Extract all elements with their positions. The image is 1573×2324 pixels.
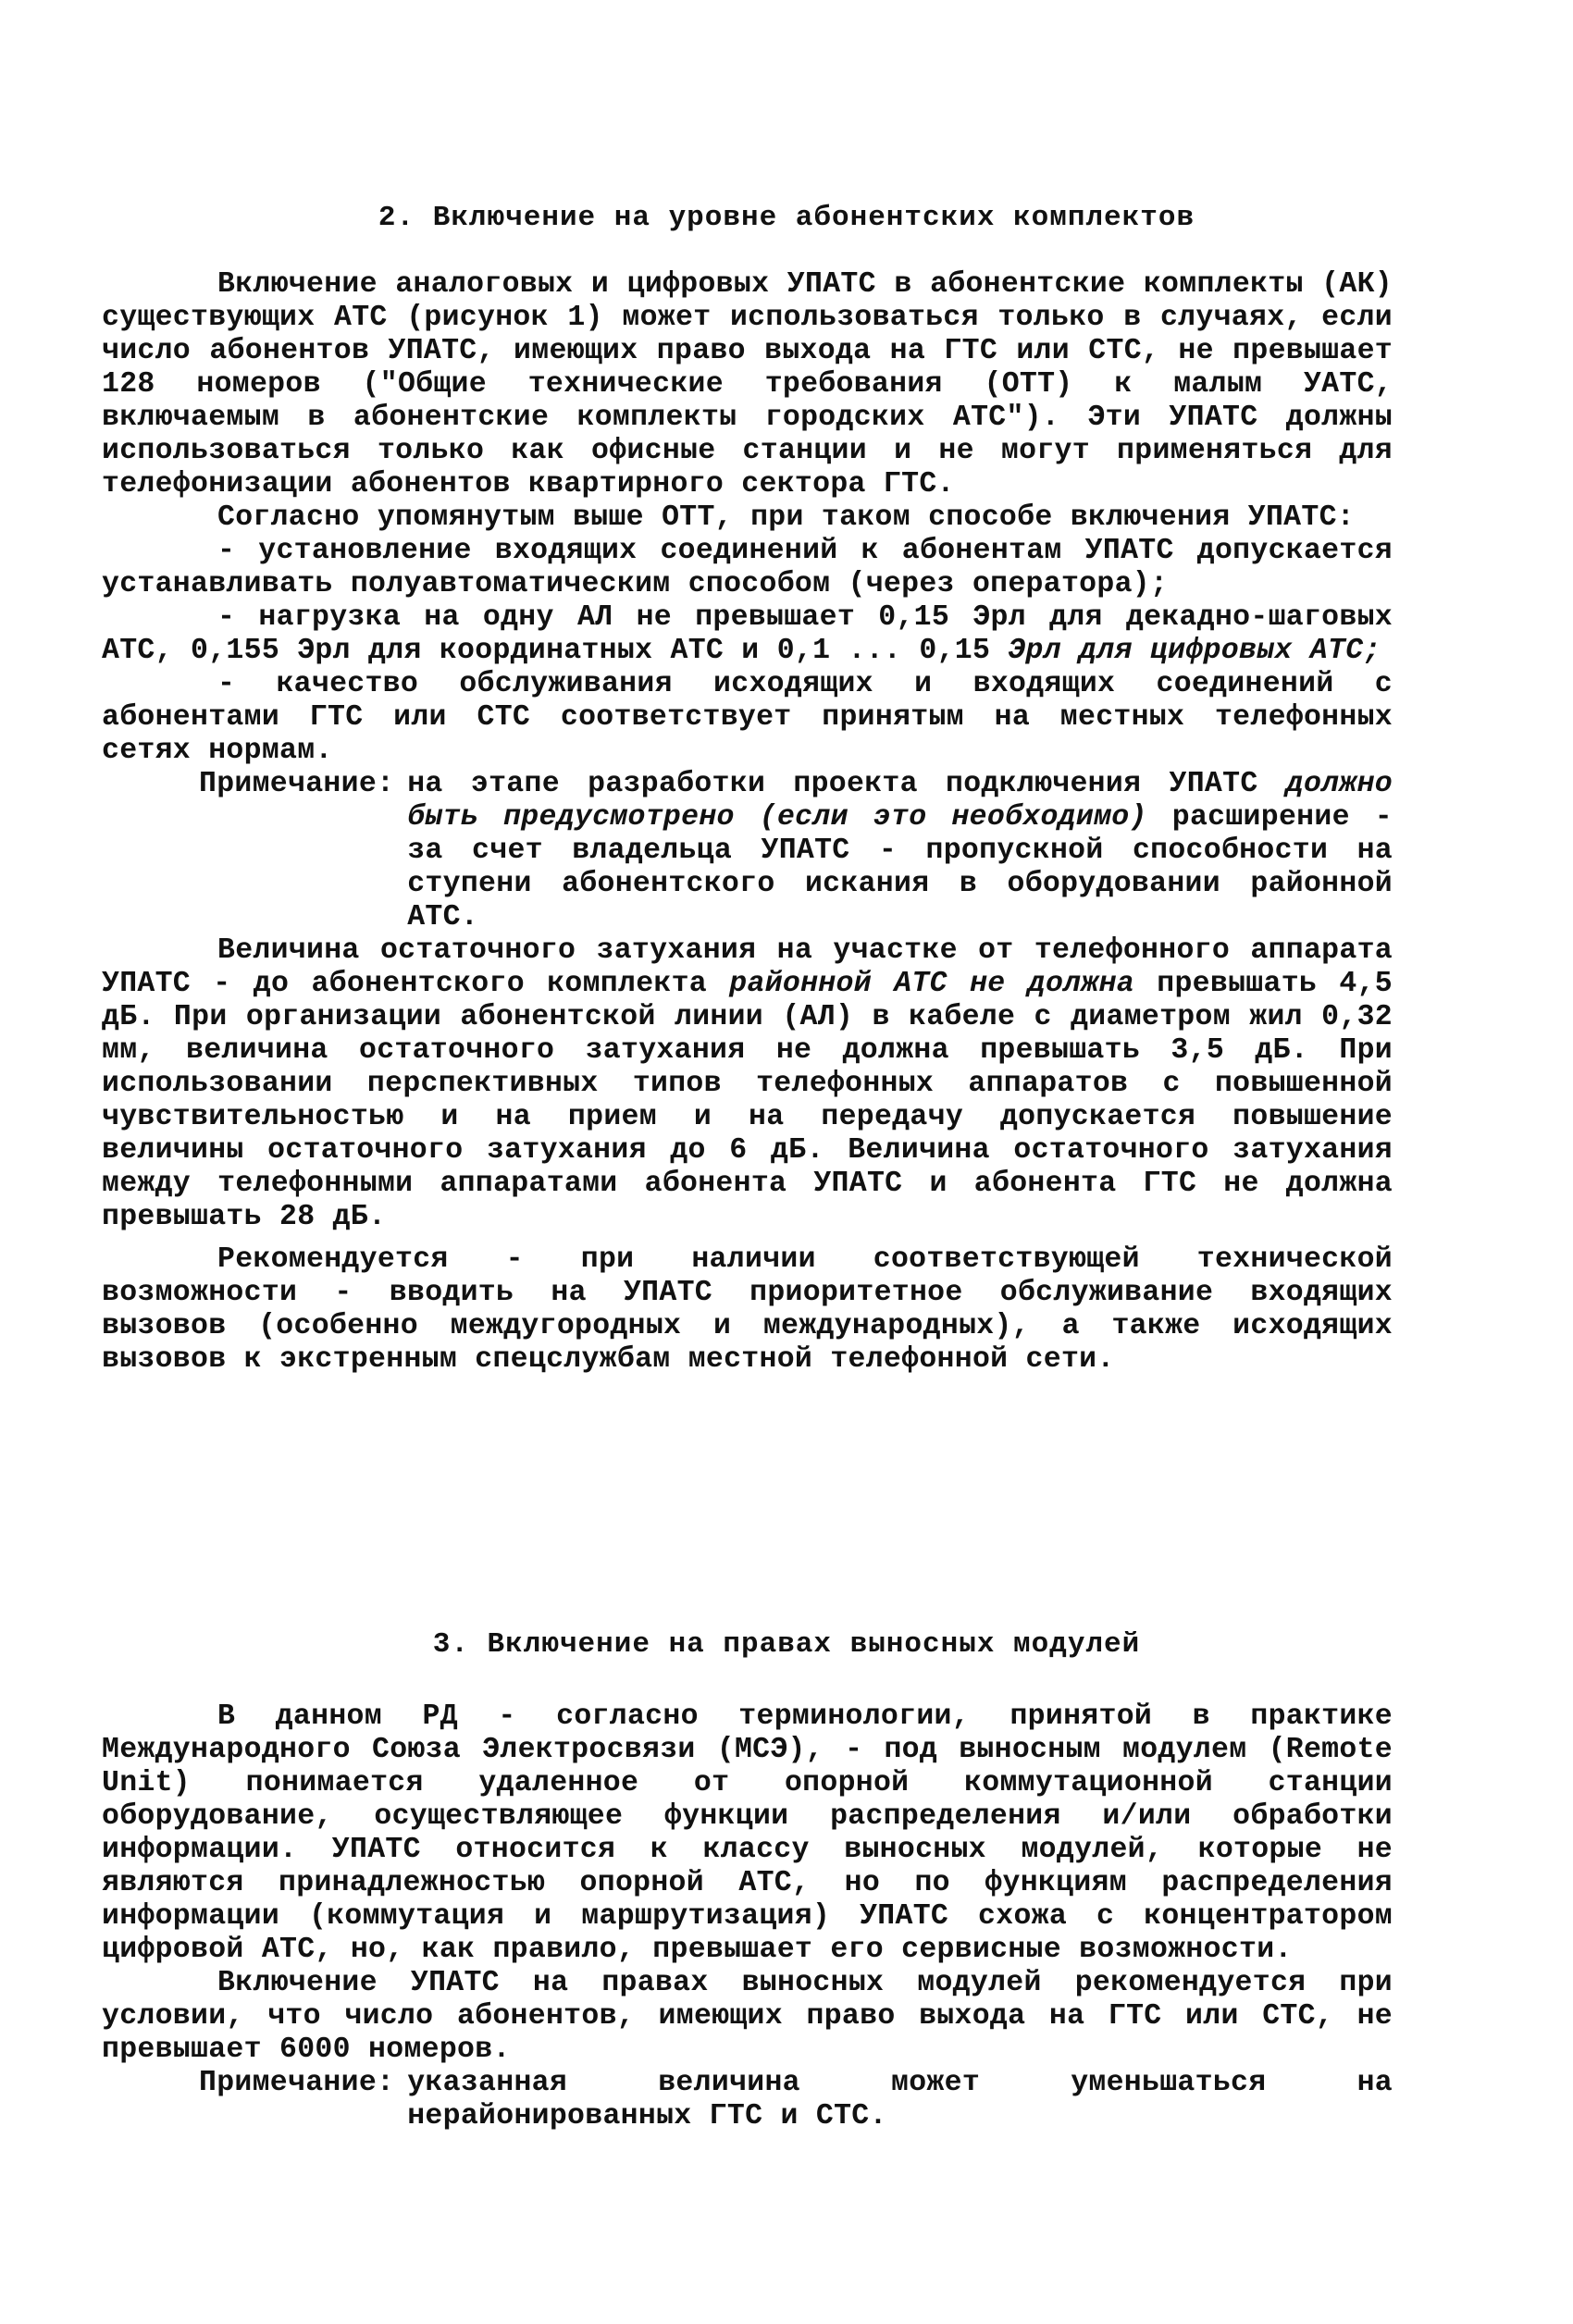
list-item-text: - нагрузка на одну АЛ не превышает 0,15 Эрл для декадно-шаговых АТС, 0,155 Эрл для координатных АТС и 0,1 ... 0,15 <box>102 601 1393 667</box>
paragraph: Величина остаточного затухания на участке от телефонного аппарата УПАТС - до абонентского комплекта районной АТС не должна превышать 4,5 дБ. При организации абонентской линии (АЛ) в кабеле с диаметром жил 0,32 мм, величина остаточного затухания не должна превышать 3,5 дБ. При использовании перспективных типов телефонных аппаратов с повышенной чувствительностью и на прием и на передачу допускается повышение величины остаточного затухания до 6 дБ. Величина остаточного затухания между телефонными аппаратами абонента УПАТС и абонента ГТС не должна превышать 28 дБ. <box>102 934 1393 1233</box>
section-3-body <box>102 1700 1393 2133</box>
paragraph: Включение аналоговых и цифровых УПАТС в абонентские комплекты (АК) существующих АТС (рисунок 1) может использоваться только в случаях, если число абонентов УПАТС, имеющих право выхода на ГТС или СТС, не превышает 128 номеров ("Общие технические требования (ОТТ) к малым УАТС, включаемым в абонентские комплекты городских АТС"). Эти УПАТС должны использоваться только как офисные станции и не могут применяться для телефонизации абонентов квартирного сектора ГТС. <box>102 268 1393 501</box>
list-item <box>102 601 1393 668</box>
paragraph: Включение УПАТС на правах выносных модулей рекомендуется при условии, что число абонентов, имеющих право выхода на ГТС или СТС, не превышает 6000 номеров. <box>102 1967 1393 2066</box>
note <box>102 768 1393 934</box>
section-2-heading: 2. Включение на уровне абонентских комплектов <box>378 202 1195 234</box>
note-text: указанная величина может уменьшаться на нерайонированных ГТС и СТС. <box>407 2067 1393 2132</box>
note-label: Примечание: <box>199 768 395 800</box>
list-item-text-italic: Эрл для цифровых АТС; <box>1008 635 1381 667</box>
note-label: Примечание: <box>199 2067 395 2099</box>
list-item: - установление входящих соединений к абонентам УПАТС допускается устанавливать полуавтоматическим способом (через оператора); <box>102 535 1393 600</box>
paragraph: Рекомендуется - при наличии соответствующей технической возможности - вводить на УПАТС приоритетное обслуживание входящих вызовов (особенно междугородных и международных), а также исходящих вызовов к экстренным спецслужбам местной телефонной сети. <box>102 1243 1393 1376</box>
section-3-heading: 3. Включение на правах выносных модулей <box>432 1628 1141 1661</box>
paragraph: В данном РД - согласно терминологии, принятой в практике Международного Союза Электросвязи (МСЭ), - под выносным модулем (Remote Unit) понимается удаленное от опорной коммутационной станции оборудование, осуществляющее функции распределения и/или обработки информации. УПАТС относится к классу выносных модулей, которые не являются принадлежностью опорной АТС, но по функциям распределения информации (коммутация и маршрутизация) УПАТС схожа с концентратором цифровой АТС, но, как правило, превышает его сервисные возможности. <box>102 1700 1393 1966</box>
section-2-body <box>102 268 1393 1377</box>
note <box>102 2067 1393 2133</box>
note-text: на этапе разработки проекта подключения УПАТС должно быть предусмотрено (если это необходимо) расширение - за счет владельца УПАТС - пропускной способности на ступени абонентского искания в оборудовании районной АТС. <box>407 768 1393 933</box>
list-item: - качество обслуживания исходящих и входящих соединений с абонентами ГТС или СТС соответствует принятым на местных телефонных сетях нормам. <box>102 668 1393 767</box>
paragraph: Согласно упомянутым выше ОТТ, при таком способе включения УПАТС: <box>217 501 1355 534</box>
